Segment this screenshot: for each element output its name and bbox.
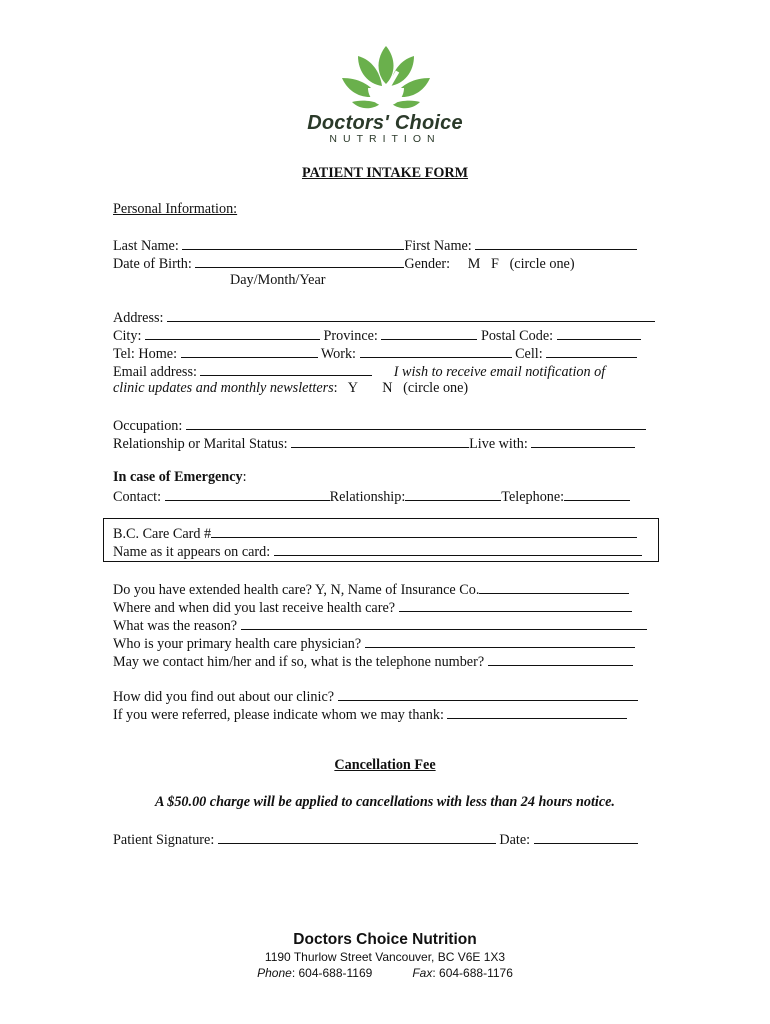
contact-label: Contact:	[113, 489, 162, 505]
q7-field[interactable]	[447, 704, 627, 719]
care-card-label: B.C. Care Card #	[113, 526, 212, 542]
cancellation-notice: A $50.00 charge will be applied to cancellations with less than 24 hours notice.	[155, 794, 615, 810]
footer-address: 1190 Thurlow Street Vancouver, BC V6E 1X3	[264, 950, 506, 964]
care-card-row	[113, 523, 637, 543]
province-label: Province:	[323, 328, 378, 344]
emergency-heading: In case of Emergency	[113, 469, 243, 485]
brand-name: Doctors' Choice	[307, 112, 463, 134]
signature-label: Patient Signature:	[113, 832, 215, 848]
gender-label: Gender:	[404, 256, 451, 272]
live-with-label: Live with:	[469, 436, 528, 452]
q7-row	[113, 704, 627, 724]
relationship-field[interactable]	[405, 486, 501, 501]
address-row	[113, 307, 655, 327]
province-field[interactable]	[381, 325, 477, 340]
q3-field[interactable]	[241, 615, 647, 630]
q2-row	[113, 597, 632, 617]
last-name-label: Last Name:	[113, 238, 179, 254]
first-name-field[interactable]	[475, 235, 637, 250]
telephone-label: Telephone:	[501, 489, 565, 505]
live-with-field[interactable]	[531, 433, 635, 448]
occupation-row	[113, 415, 646, 435]
q2-field[interactable]	[399, 597, 632, 612]
dob-label: Date of Birth:	[113, 256, 192, 272]
q6-field[interactable]	[338, 686, 638, 701]
q4-field[interactable]	[365, 633, 635, 648]
marital-label: Relationship or Marital Status:	[113, 436, 288, 452]
occupation-field[interactable]	[186, 415, 646, 430]
dob-format: Day/Month/Year	[230, 272, 326, 288]
q6-row	[113, 686, 638, 706]
marital-row	[113, 433, 635, 453]
footer-name: Doctors Choice Nutrition	[293, 931, 477, 948]
q4-row	[113, 633, 635, 653]
date-label: Date:	[499, 832, 531, 848]
footer-contact: Phone: 604-688-1169 Fax: 604-688-1176	[257, 966, 513, 980]
city-label: City:	[113, 328, 142, 344]
brand-logo	[300, 112, 470, 145]
brand-tagline: NUTRITION	[329, 133, 441, 145]
care-card-field[interactable]	[211, 523, 637, 538]
q5-row	[113, 651, 633, 671]
cell-field[interactable]	[546, 343, 637, 358]
email-field[interactable]	[200, 361, 372, 376]
q7-label: If you were referred, please indicate whom we may thank:	[113, 707, 444, 723]
emergency-row	[113, 486, 630, 506]
contact-field[interactable]	[165, 486, 330, 501]
care-name-label: Name as it appears on card:	[113, 544, 271, 560]
tel-home-label: Tel: Home:	[113, 346, 178, 362]
date-field[interactable]	[534, 829, 638, 844]
q4-label: Who is your primary health care physician?	[113, 636, 362, 652]
form-title: PATIENT INTAKE FORM	[301, 165, 469, 181]
work-field[interactable]	[360, 343, 512, 358]
relationship-label: Relationship:	[329, 489, 406, 505]
name-row	[113, 235, 637, 255]
q5-label: May we contact him/her and if so, what is the telephone number?	[113, 654, 485, 670]
dob-row	[113, 253, 575, 273]
email-notice-cont: clinic updates and monthly newsletters	[113, 380, 334, 396]
q5-field[interactable]	[488, 651, 633, 666]
phone-value: 604-688-1169	[298, 966, 373, 980]
q3-row	[113, 615, 647, 635]
cancellation-heading: Cancellation Fee	[334, 757, 436, 773]
fax-label: Fax	[412, 966, 433, 980]
email-notice: I wish to receive email notification of	[393, 364, 606, 380]
care-name-row	[113, 541, 642, 561]
telephone-field[interactable]	[564, 486, 630, 501]
address-field[interactable]	[167, 307, 655, 322]
q1-field[interactable]	[479, 579, 629, 594]
last-name-field[interactable]	[182, 235, 404, 250]
email-notice-row: clinic updates and monthly newsletters: Y N (circle one)	[113, 380, 469, 396]
personal-info-heading: Personal Information:	[113, 201, 238, 217]
q6-label: How did you find out about our clinic?	[113, 689, 335, 705]
q1-label: Do you have extended health care? Y, N, Name of Insurance Co.	[113, 582, 480, 598]
email-label: Email address:	[113, 364, 197, 380]
first-name-label: First Name:	[404, 238, 472, 254]
gender-options[interactable]: M F (circle one)	[467, 256, 575, 272]
signature-field[interactable]	[218, 829, 496, 844]
care-name-field[interactable]	[274, 541, 642, 556]
email-row	[113, 361, 605, 381]
work-label: Work:	[320, 346, 356, 362]
signature-row	[113, 829, 638, 849]
city-row	[113, 325, 641, 345]
occupation-label: Occupation:	[113, 418, 183, 434]
address-label: Address:	[113, 310, 164, 326]
q1-row	[113, 579, 629, 599]
phone-row	[113, 343, 637, 363]
marital-field[interactable]	[291, 433, 469, 448]
tel-home-field[interactable]	[181, 343, 318, 358]
fax-value: 604-688-1176	[439, 966, 513, 980]
emergency-heading-row: In case of Emergency:	[113, 469, 247, 485]
postal-field[interactable]	[557, 325, 641, 340]
dob-field[interactable]	[195, 253, 404, 268]
phone-label: Phone	[257, 966, 292, 980]
postal-label: Postal Code:	[480, 328, 554, 344]
q2-label: Where and when did you last receive health care?	[113, 600, 396, 616]
cell-label: Cell:	[515, 346, 543, 362]
city-field[interactable]	[145, 325, 320, 340]
q3-label: What was the reason?	[113, 618, 238, 634]
email-options[interactable]: Y N (circle one)	[347, 380, 469, 396]
